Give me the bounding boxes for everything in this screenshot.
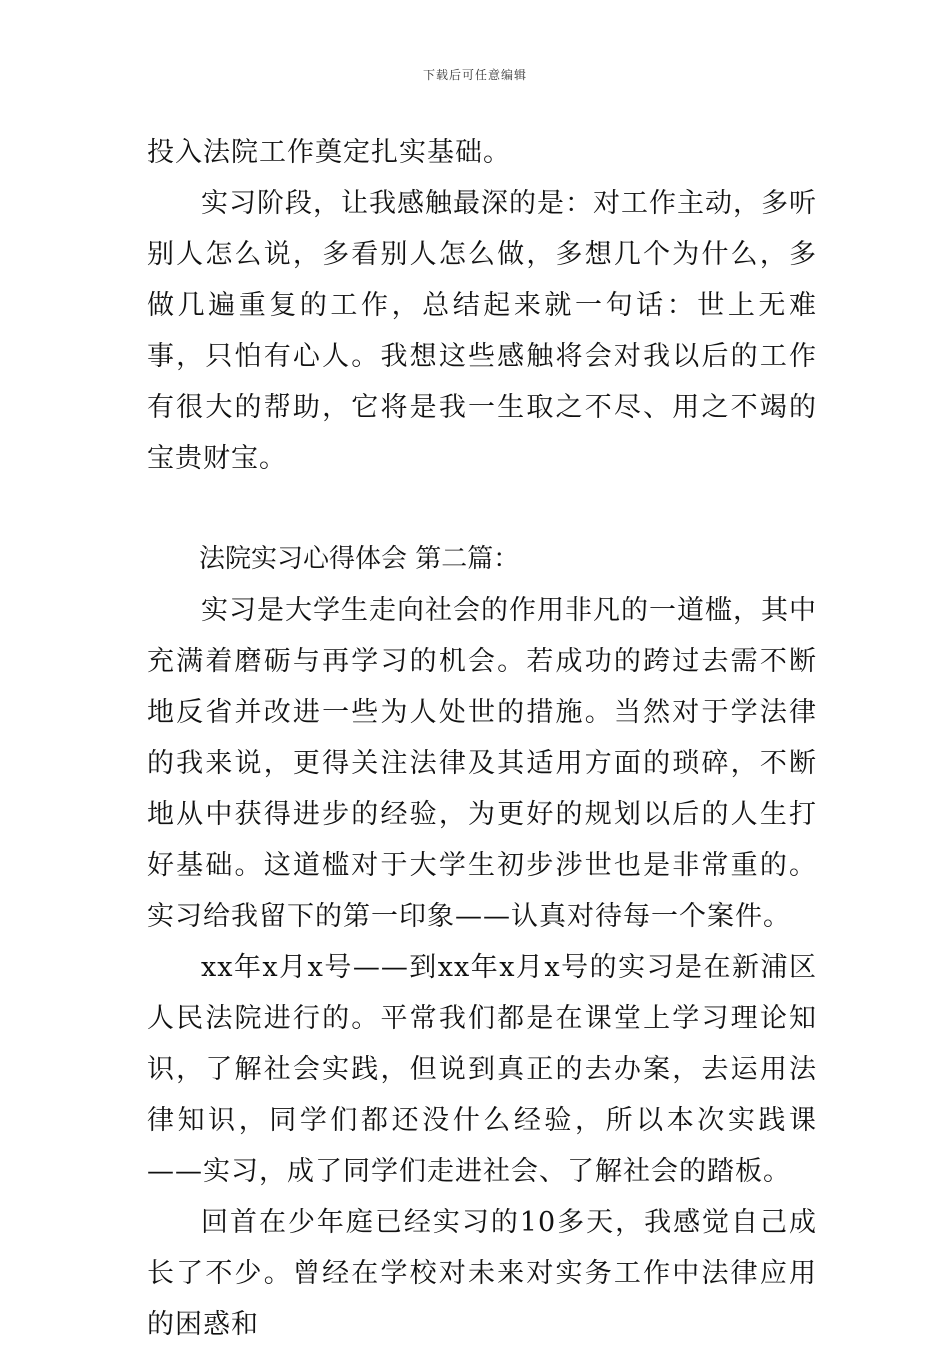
section-title: 法院实习心得体会 第二篇： (199, 544, 520, 574)
paragraph-reflection: 实习阶段，让我感触最深的是：对工作主动，多听别人怎么说，多看别人怎么做，多想几个为什么，多做几遍重复的工作，总结起来就一句话：世上无难事，只怕有心人。我想这些感触将会对我以后的工作有很大的帮助，它将是我一生取之不尽、用之不竭的宝贵财宝。 (147, 188, 817, 474)
paragraph-internship-period: xx年x月x号——到xx年x月x号的实习是在新浦区人民法院进行的。平常我们都是在课堂上学习理论知识，了解社会实践，但说到真正的去办案，去运用法律知识，同学们都还没什么经验，所以本次实践课——实习，成了同学们走进社会、了解社会的踏板。 (147, 952, 817, 1187)
paragraph-looking-back: 回首在少年庭已经实习的10多天，我感觉自己成长了不少。曾经在学校对未来对实务工作中法律应用的困惑和 (147, 1207, 817, 1340)
document-body (147, 127, 817, 1350)
section-spacer (147, 484, 817, 534)
paragraph-continuation: 投入法院工作奠定扎实基础。 (147, 137, 511, 168)
paragraph-intro: 实习是大学生走向社会的作用非凡的一道槛，其中充满着磨砺与再学习的机会。若成功的跨过去需不断地反省并改进一些为人处世的措施。当然对于学法律的我来说，更得关注法律及其适用方面的琐碎，不断地从中获得进步的经验，为更好的规划以后的人生打好基础。这道槛对于大学生初步涉世也是非常重的。实习给我留下的第一印象——认真对待每一个案件。 (147, 595, 817, 932)
page-header-note: 下载后可任意编辑 (422, 68, 527, 82)
